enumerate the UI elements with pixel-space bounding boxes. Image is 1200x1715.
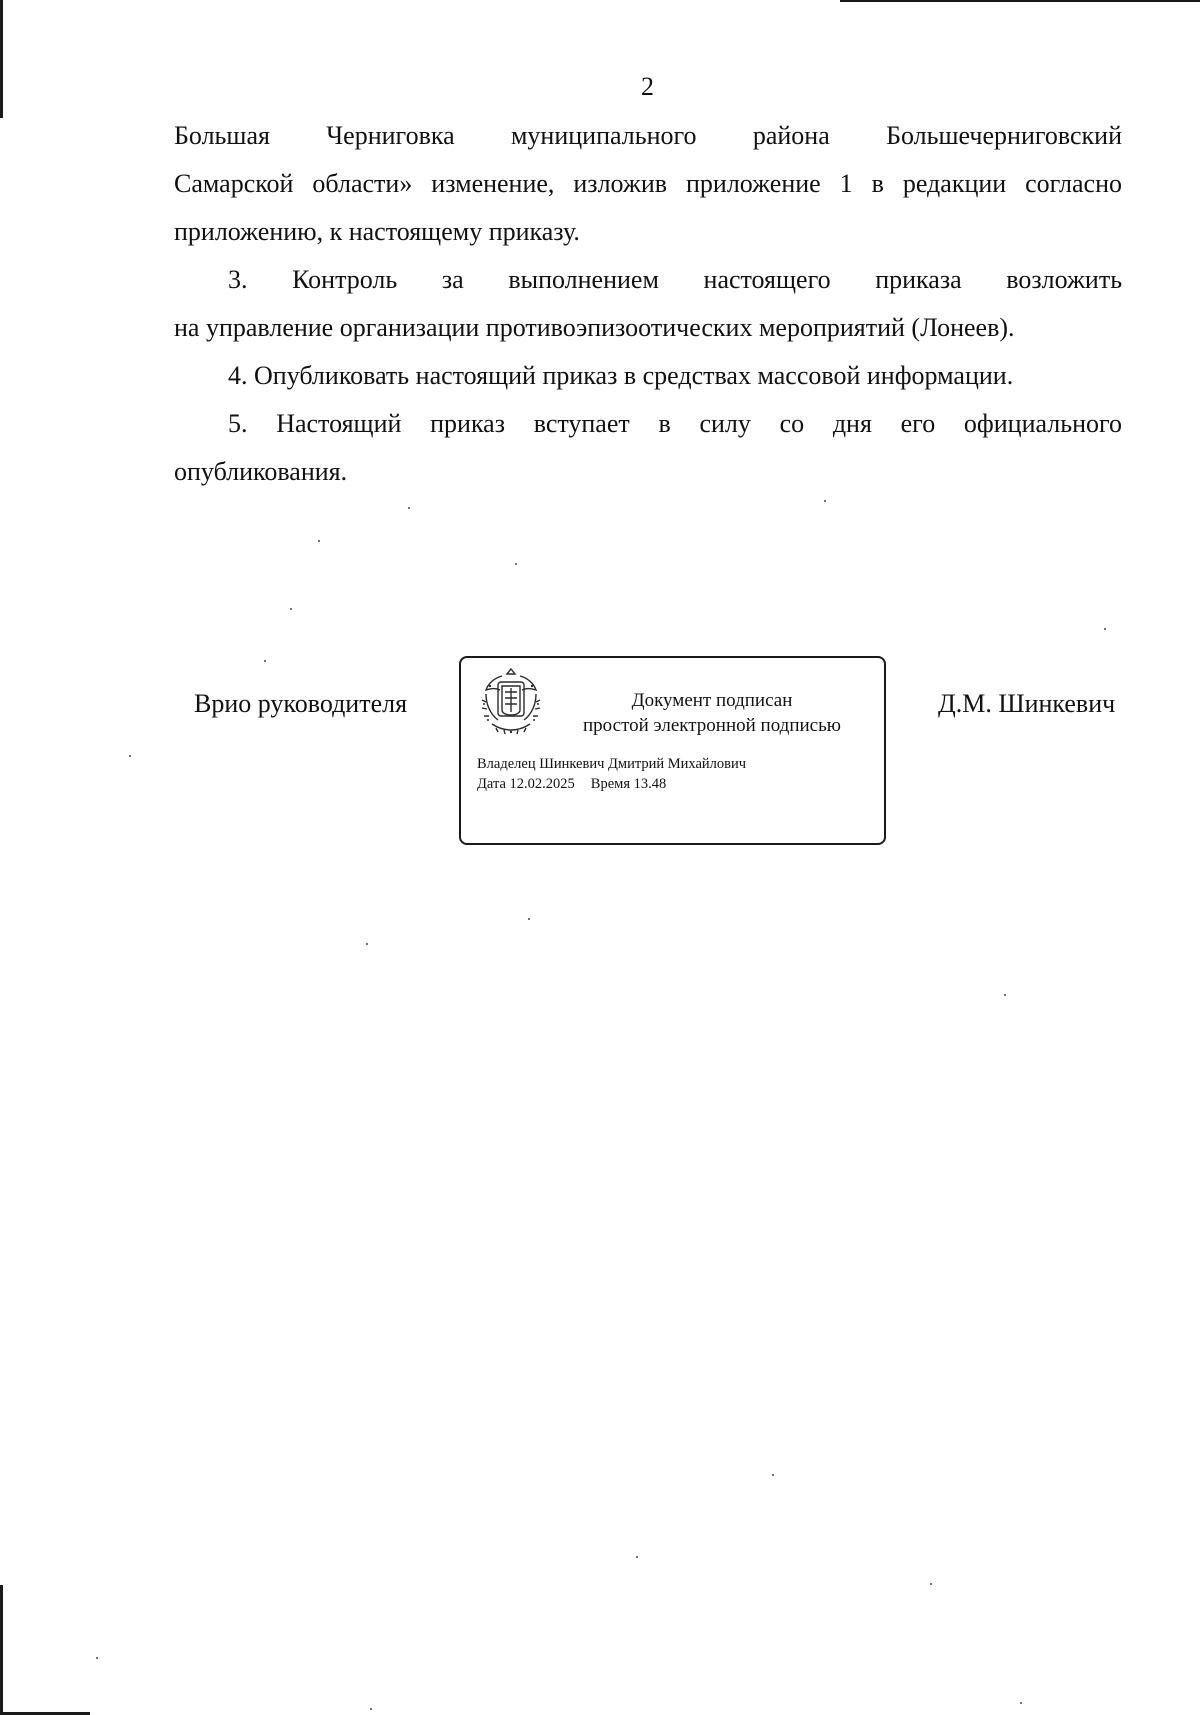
stamp-date: Дата 12.02.2025 (477, 776, 575, 792)
scan-speck (318, 540, 320, 542)
word: выполнением (508, 265, 659, 294)
scan-speck (129, 755, 131, 757)
stamp-date-row (477, 774, 746, 794)
stamp-heading (557, 688, 867, 738)
scan-speck (264, 660, 266, 662)
scan-speck (290, 608, 292, 610)
item-number: 5. (228, 409, 248, 438)
document-body (174, 112, 1122, 496)
stamp-time: Время 13.48 (590, 776, 667, 792)
paragraph-line (174, 112, 1122, 160)
signer-name: Д.М. Шинкевич (938, 689, 1116, 718)
word: дня (832, 409, 872, 438)
word: муниципального (510, 121, 697, 150)
word: силу (699, 409, 751, 438)
item-3-line (174, 256, 1122, 304)
signer-position: Врио руководителя (194, 689, 408, 718)
word: со (779, 409, 805, 438)
item-number: 3. (228, 265, 248, 294)
paragraph-line: Самарской области» изменение, изложив приложение 1 в редакции согласно (174, 169, 1122, 198)
word: приказа (875, 265, 962, 294)
scan-edge-top (840, 0, 1200, 2)
paragraph-line: приложению, к настоящему приказу. (174, 217, 580, 246)
stamp-heading-line: простой электронной подписью (583, 715, 841, 736)
scan-speck (636, 1556, 638, 1558)
scan-speck (1004, 994, 1006, 996)
scan-speck (370, 1708, 372, 1710)
word: вступает (533, 409, 630, 438)
word: Контроль (292, 265, 398, 294)
stamp-heading-line: Документ подписан (631, 690, 793, 711)
electronic-signature-stamp (459, 656, 886, 845)
scan-speck (366, 943, 368, 945)
word: Настоящий (276, 409, 402, 438)
word: за (441, 265, 464, 294)
scan-speck (1020, 1702, 1022, 1704)
word: официального (963, 409, 1123, 438)
word: Большая (174, 121, 270, 150)
scan-speck (1104, 628, 1106, 630)
page-number: 2 (641, 72, 654, 101)
word: Большечерниговский (886, 121, 1123, 150)
scan-edge-left-bottom (0, 1585, 3, 1715)
scan-speck (528, 918, 530, 920)
stamp-details (477, 754, 746, 794)
scan-speck (772, 1474, 774, 1476)
scan-speck (515, 563, 517, 565)
scan-speck (824, 500, 826, 502)
word: возложить (1006, 265, 1123, 294)
item-3-continuation: на управление организации противоэпизоотических мероприятий (Лонеев). (174, 313, 1015, 342)
word: в (658, 409, 671, 438)
word: его (900, 409, 936, 438)
word: Черниговка (326, 121, 455, 150)
item-4: 4. Опубликовать настоящий приказ в средствах массовой информации. (228, 361, 1014, 390)
word: района (752, 121, 830, 150)
item-5-continuation: опубликования. (174, 457, 348, 486)
stamp-owner: Владелец Шинкевич Дмитрий Михайлович (477, 756, 747, 772)
item-5-line (174, 400, 1122, 448)
word: приказ (430, 409, 505, 438)
word: настоящего (703, 265, 831, 294)
scan-speck (408, 507, 410, 509)
coat-of-arms-icon (478, 666, 544, 736)
scan-speck (96, 1657, 98, 1659)
scan-speck (930, 1583, 932, 1585)
